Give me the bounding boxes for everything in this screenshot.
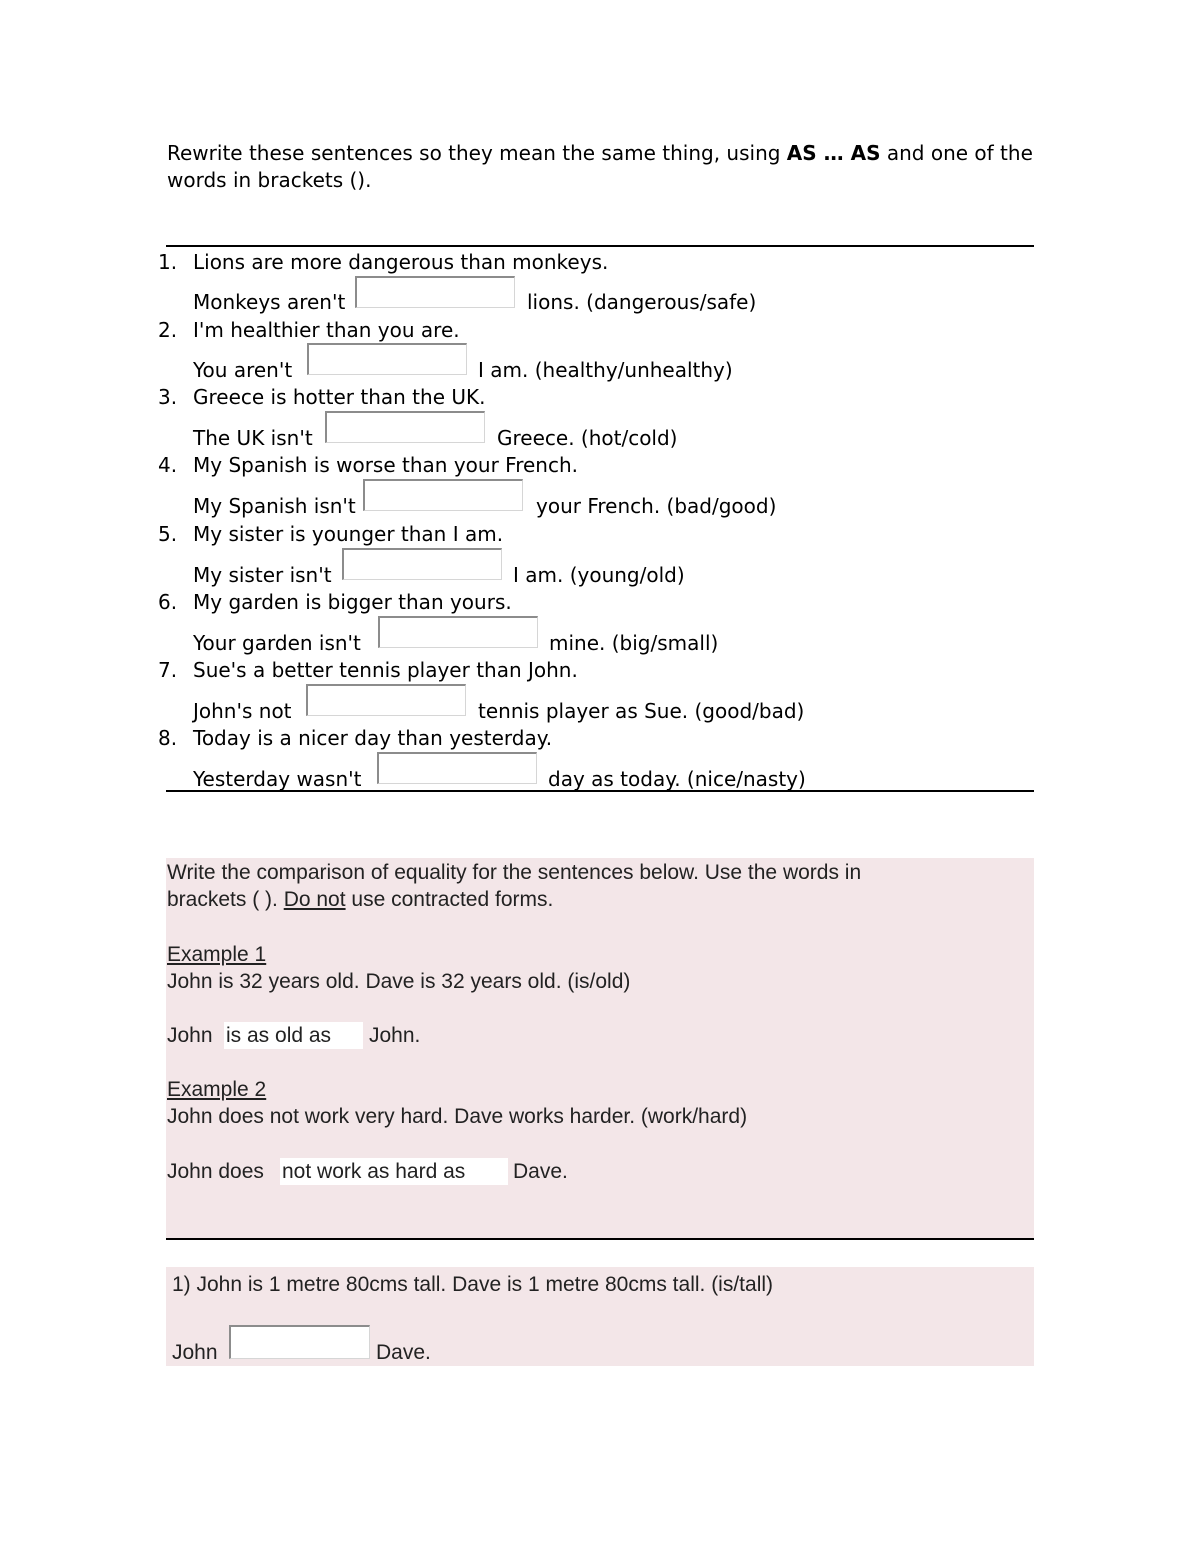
question-number: 4. (158, 453, 178, 477)
question-number: 2. (158, 318, 178, 342)
answer-suffix-6: mine. (big/small) (549, 631, 719, 655)
question-7 (158, 658, 578, 682)
instructions-text-end: use contracted forms. (345, 888, 554, 911)
answer-prefix-7: John's not (193, 699, 292, 723)
question-text: Lions are more dangerous than monkeys. (193, 250, 609, 274)
example1-answer-suffix: John. (369, 1024, 421, 1047)
section1-bottom-divider (166, 790, 1034, 792)
answer-input-7[interactable] (306, 684, 466, 716)
answer-suffix-1: lions. (dangerous/safe) (527, 290, 757, 314)
answer-input-8[interactable] (377, 752, 537, 784)
example2-answer-suffix: Dave. (513, 1160, 568, 1183)
question-number: 6. (158, 590, 178, 614)
section2-instructions-line1: Write the comparison of equality for the sentences below. Use the words in (167, 861, 862, 884)
example1-answer-prefix: John (167, 1024, 213, 1047)
instructions-text-end: and one of the words in brackets (). (167, 141, 1033, 192)
question-4 (158, 453, 578, 477)
question-text: Greece is hotter than the UK. (193, 385, 486, 409)
answer-input-5[interactable] (342, 548, 502, 580)
answer-suffix-3: Greece. (hot/cold) (497, 426, 678, 450)
question-number: 8. (158, 726, 178, 750)
answer-suffix-2: I am. (healthy/unhealthy) (478, 358, 733, 382)
answer-input-6[interactable] (378, 616, 538, 648)
example2-sentence: John does not work very hard. Dave works harder. (work/hard) (167, 1105, 748, 1128)
answer-prefix-5: My sister isn't (193, 563, 332, 587)
answer-prefix-1: Monkeys aren't (193, 290, 346, 314)
answer-prefix-4: My Spanish isn't (193, 494, 356, 518)
answer-suffix-4: your French. (bad/good) (536, 494, 777, 518)
example2-answer-fill: not work as hard as (282, 1160, 466, 1183)
section3-answer-suffix: Dave. (376, 1341, 431, 1364)
instructions-text: brackets ( ). (167, 888, 284, 911)
question-text: Sue's a better tennis player than John. (193, 658, 578, 682)
question-text: I'm healthier than you are. (193, 318, 460, 342)
instructions-underlined: Do not (283, 888, 346, 911)
question-6 (158, 590, 512, 614)
example1-heading: Example 1 (167, 943, 267, 966)
answer-input-2[interactable] (307, 343, 467, 375)
answer-prefix-3: The UK isn't (193, 426, 313, 450)
example2-answer-prefix: John does (167, 1160, 264, 1183)
example1-answer-fill: is as old as (226, 1024, 332, 1047)
question-text: Today is a nicer day than yesterday. (193, 726, 553, 750)
question-number: 7. (158, 658, 178, 682)
question-text: My Spanish is worse than your French. (193, 453, 578, 477)
answer-suffix-7: tennis player as Sue. (good/bad) (478, 699, 805, 723)
section3-answer-prefix: John (172, 1341, 218, 1364)
answer-input-4[interactable] (363, 479, 523, 511)
question-2 (158, 318, 460, 342)
answer-suffix-5: I am. (young/old) (513, 563, 685, 587)
question-5 (158, 522, 503, 546)
section3-question: 1) John is 1 metre 80cms tall. Dave is 1 metre 80cms tall. (is/tall) (172, 1273, 774, 1296)
question-text: My garden is bigger than yours. (193, 590, 512, 614)
answer-suffix-8: day as today. (nice/nasty) (548, 767, 806, 791)
question-8 (158, 726, 552, 750)
top-divider (166, 245, 1034, 247)
question-1 (158, 250, 608, 274)
section2-instructions-line2 (167, 888, 553, 912)
section3-answer-input[interactable] (229, 1325, 370, 1359)
answer-input-3[interactable] (325, 411, 485, 443)
instructions-text: Rewrite these sentences so they mean the same thing, using (167, 141, 787, 165)
question-3 (158, 385, 485, 409)
answer-prefix-6: Your garden isn't (193, 631, 361, 655)
question-number: 1. (158, 250, 178, 274)
example2-heading: Example 2 (167, 1078, 267, 1101)
answer-input-1[interactable] (355, 276, 515, 308)
answer-prefix-2: You aren't (193, 358, 293, 382)
example1-sentence: John is 32 years old. Dave is 32 years old. (is/old) (167, 970, 631, 993)
question-number: 5. (158, 522, 178, 546)
question-text: My sister is younger than I am. (193, 522, 504, 546)
answer-prefix-8: Yesterday wasn't (193, 767, 362, 791)
question-number: 3. (158, 385, 178, 409)
exercise-instructions (167, 140, 1037, 194)
instructions-bold: AS … AS (786, 141, 881, 165)
section2-bottom-divider (166, 1238, 1034, 1240)
